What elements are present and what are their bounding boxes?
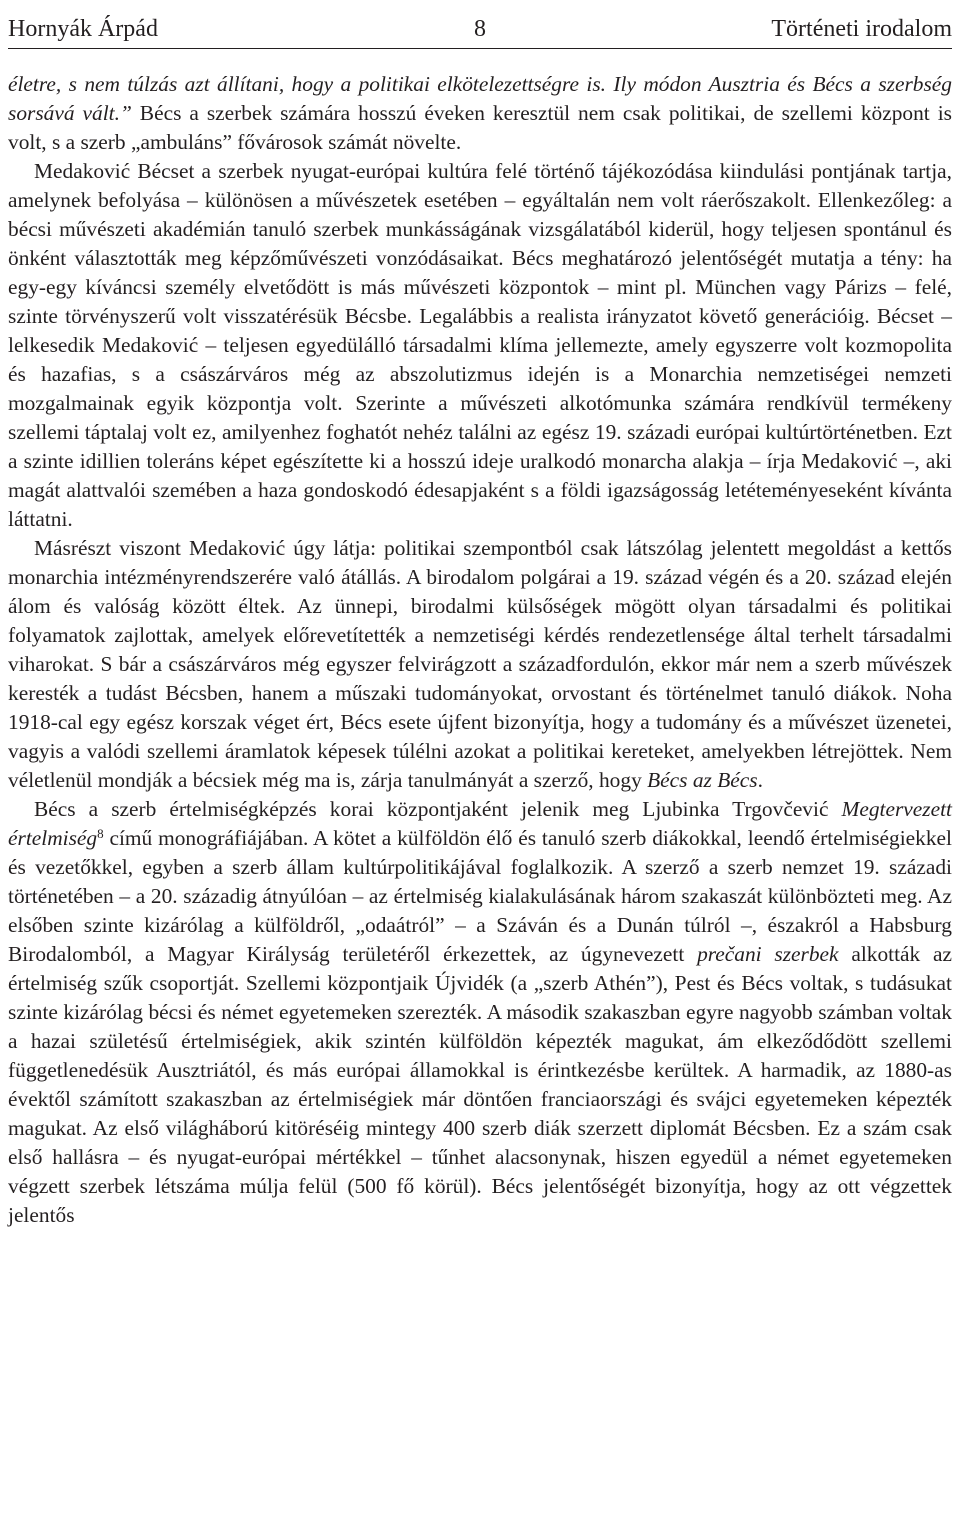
paragraph-3-text: Másrészt viszont Medaković úgy látja: politikai szempontból csak látszólag jelentett megoldást a kettős monarchia intézményrendszerére való átállás. A birodalom polgárai a 19. század végén és a 20. század elején álom és valóság között éltek. Az ünnepi, birodalmi külsőségek mögött olyan társadalmi és politikai folyamatok zajlottak, amelyek előrevetítették a nemzetiségi kérdés rendezetlensége által terhelt társadalmi viharokat. S bár a császárváros még egyszer felvirágzott a századfordulón, ekkor már nem a szerb művészek keresték a tudást Bécsben, hanem a műszaki tudományokat, orvostant és történelmet tanuló diákok. Noha 1918-cal egy egész korszak véget ért, Bécs esete újfent bizonyítja, hogy a tudomány és a művészet üzenetei, vagyis a valódi szellemi áramlatok képesek túlélni azokat a politikai kereteket, amelyekben létrejöttek. Nem véletlenül mondják a bécsiek még ma is, zárja tanulmányát a szerző, hogy <box>8 536 952 792</box>
paragraph-3-end: . <box>757 768 763 792</box>
quotation-italic: életre, s nem túlzás azt állítani, hogy a politikai elkötelezettségre is. Ily módon Ausztria és Bécs a szerbség sorsává vált.” <box>8 72 952 125</box>
body-text <box>8 70 952 1230</box>
header-section-title: Történeti irodalom <box>771 16 952 42</box>
paragraph-1 <box>8 70 952 157</box>
paragraph-1-text: Bécs a szerbek számára hosszú éveken keresztül nem csak politikai, de szellemi központ is volt, s a szerb „ambuláns” fővárosok számát növelte. <box>8 101 952 154</box>
header-author: Hornyák Árpád <box>8 16 158 42</box>
paragraph-4-lead: Bécs a szerb értelmiségképzés korai központjaként jelenik meg Ljubinka Trgovčević <box>34 797 842 821</box>
running-header <box>8 10 952 49</box>
page-number: 8 <box>474 16 486 42</box>
italic-term: prečani szerbek <box>697 942 839 966</box>
paragraph-4 <box>8 795 952 1230</box>
book-title: Megtervezett értelmiség <box>8 797 952 850</box>
paragraph-3 <box>8 534 952 795</box>
quoted-saying: Bécs az Bécs <box>647 768 758 792</box>
paragraph-4-mid: című monográfiájában. A kötet a külföldön élő és tanuló szerb diákokkal, leendő értelmiségiekkel és vezetőkkel, egyben a szerb állam kultúrpolitikájával foglalkozik. A szerző a szerb nemzet 19. századi történetében – a 20. századig átnyúlóan – az értelmiség kialakulásának három szakaszát különbözteti meg. Az elsőben szinte kizárólag a külföldről, „odaátról” – a Száván és a Dunán túlról –, északról a Habsburg Birodalomból, a Magyar Királyság területéről érkezettek, az úgynevezett <box>8 826 952 966</box>
footnote-marker[interactable]: 8 <box>97 826 104 841</box>
paragraph-4-rest: alkották az értelmiség szűk csoportját. Szellemi központjaik Újvidék (a „szerb Athén”), Pest és Bécs voltak, s tudásukat szinte kizárólag bécsi és német egyetemeken szerezték. A második szakaszban egyre nagyobb számban voltak a hazai születésű értelmiségiek, akik szintén külföldön képezték magukat, ám elkeződődött szellemi függetlenedésük Ausztriától, és más európai államokkal is érintkezésbe kerültek. A harmadik, az 1880-as évektől számított szakaszban az értelmiségiek már döntően franciaországi és svájci egyetemeken képezték magukat. Az első világháború kitöréséig mintegy 400 szerb diák szerzett diplomát Bécsben. Ez a szám csak első hallásra – és nyugat-európai mértékkel – tűnhet alacsonynak, hiszen egyedül a német egyetemeken végzett szerbek létszáma múlja felül (500 fő körül). Bécs jelentőségét bizonyítja, hogy az ott végzettek jelentős <box>8 942 953 1227</box>
paragraph-2: Medaković Bécset a szerbek nyugat-európai kultúra felé történő tájékozódása kiindulási pontjának tartja, amelynek befolyása – különösen a művészetek esetében – egyáltalán nem volt ráerőszakolt. Ellenkezőleg: a bécsi művészeti akadémián tanuló szerbek munkásságának vizsgálatából kiderül, hogy teljesen spontánul és önként választották meg képzőművészeti vonzódásaikat. Bécs meghatározó jelentőségét mutatja a tény: ha egy-egy kíváncsi személy elvetődött is más művészeti központok – mint pl. München vagy Párizs – felé, szinte törvényszerű volt visszatérésük Bécsbe. Legalábbis a realista irányzatot követő generációig. Bécset – lelkesedik Medaković – teljesen egyedülálló társadalmi klíma jellemezte, amely egyszerre volt kozmopolita és hazafias, s a császárváros még az abszolutizmus idején is a Monarchia nemzetiségei nemzeti mozgalmainak egyik központja volt. Szerinte a művészeti alkotómunka számára rendkívül termékeny szellemi táptalaj volt ez, amilyenhez foghatót nehéz találni az egész 19. századi európai kultúrtörténetben. Ezt a szinte idillien toleráns képet egészítette ki a hosszú ideje uralkodó monarcha alakja – írja Medaković –, aki magát alattvalói szemében a haza gondoskodó édesapjaként s a földi igazságosság letéteményeseként kívánta láttatni. <box>8 159 952 531</box>
